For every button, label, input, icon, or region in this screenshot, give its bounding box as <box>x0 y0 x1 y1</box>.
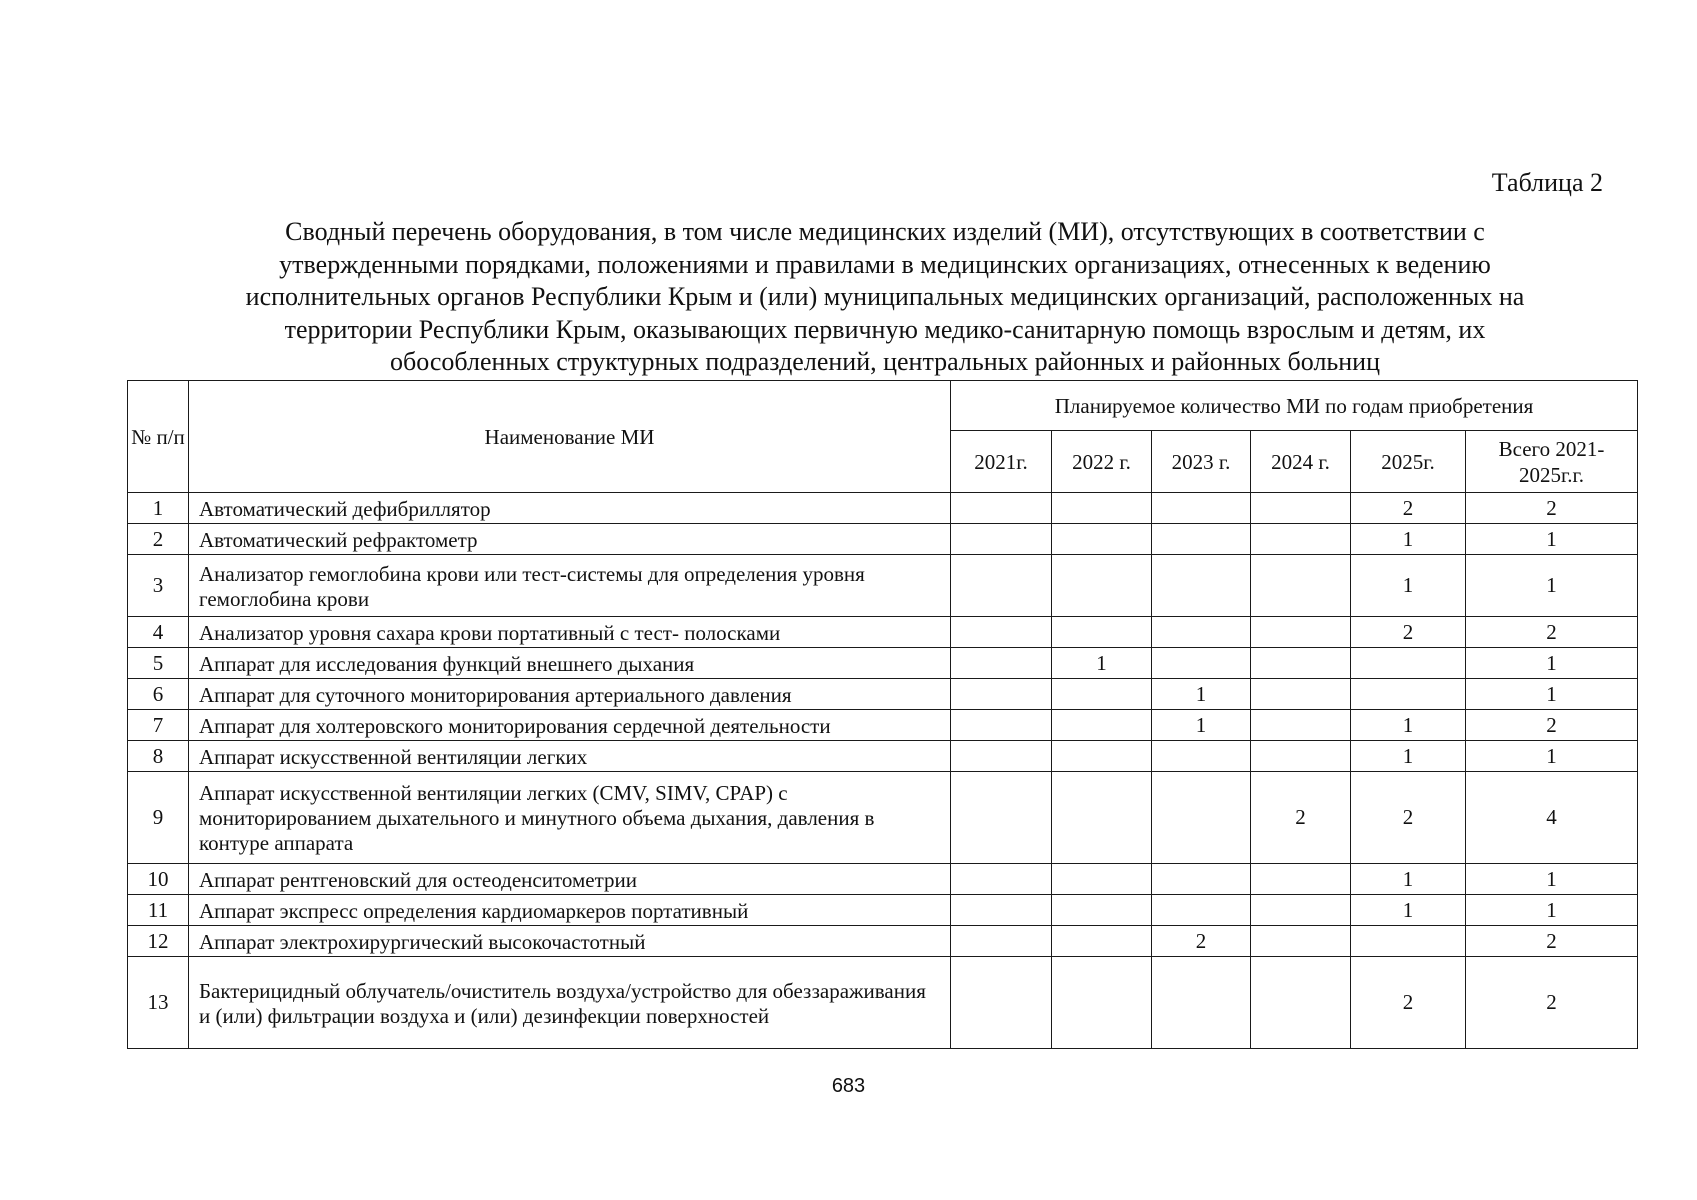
table-row <box>128 679 1638 710</box>
header-name: Наименование МИ <box>189 381 951 493</box>
row-year-value <box>951 957 1052 1049</box>
row-year-value <box>951 895 1052 926</box>
table-row <box>128 555 1638 617</box>
table-row <box>128 895 1638 926</box>
row-year-value <box>951 772 1052 864</box>
table-row <box>128 648 1638 679</box>
header-year-2025: 2025г. <box>1351 431 1466 493</box>
table-label: Таблица 2 <box>1491 168 1603 197</box>
title-line: исполнительных органов Республики Крым и (или) муниципальных медицинских организаций, расположенных на <box>245 282 1525 311</box>
row-year-value <box>951 524 1052 555</box>
row-year-value <box>1251 679 1351 710</box>
row-year-value: 1 <box>1351 895 1466 926</box>
row-total: 1 <box>1466 524 1638 555</box>
row-year-value <box>1052 864 1152 895</box>
row-year-value <box>1152 772 1251 864</box>
row-name: Анализатор уровня сахара крови портативный с тест- полосками <box>189 617 951 648</box>
header-year-2024: 2024 г. <box>1251 431 1351 493</box>
row-name: Автоматический рефрактометр <box>189 524 951 555</box>
row-number: 9 <box>128 772 189 864</box>
table-row <box>128 772 1638 864</box>
document-title <box>150 216 1620 379</box>
row-year-value <box>1052 524 1152 555</box>
row-year-value <box>1152 493 1251 524</box>
row-year-value <box>1152 895 1251 926</box>
row-name: Аппарат для исследования функций внешнего дыхания <box>189 648 951 679</box>
title-line: утвержденными порядками, положениями и правилами в медицинских организациях, отнесенных к ведению <box>279 249 1491 279</box>
row-year-value <box>951 648 1052 679</box>
row-year-value <box>1251 957 1351 1049</box>
row-year-value <box>1251 555 1351 617</box>
row-year-value <box>951 493 1052 524</box>
row-year-value: 1 <box>1152 679 1251 710</box>
table-body <box>128 493 1638 1049</box>
row-year-value <box>1351 679 1466 710</box>
row-name: Аппарат для холтеровского мониторирования сердечной деятельности <box>189 710 951 741</box>
row-total: 1 <box>1466 555 1638 617</box>
row-number: 2 <box>128 524 189 555</box>
row-year-value <box>951 741 1052 772</box>
row-year-value <box>1152 617 1251 648</box>
row-year-value <box>1251 617 1351 648</box>
row-year-value <box>951 710 1052 741</box>
row-number: 11 <box>128 895 189 926</box>
row-year-value <box>951 617 1052 648</box>
row-year-value <box>1251 710 1351 741</box>
row-year-value <box>1052 710 1152 741</box>
row-year-value: 1 <box>1351 710 1466 741</box>
row-year-value <box>1152 957 1251 1049</box>
row-year-value <box>1052 926 1152 957</box>
row-total: 1 <box>1466 895 1638 926</box>
row-year-value <box>1052 493 1152 524</box>
row-year-value <box>1052 741 1152 772</box>
title-line: обособленных структурных подразделений, центральных районных и районных больниц <box>389 347 1381 376</box>
row-name: Аппарат искусственной вентиляции легких <box>189 741 951 772</box>
row-year-value <box>1052 895 1152 926</box>
row-year-value <box>1251 864 1351 895</box>
title-line: Сводный перечень оборудования, в том числе медицинских изделий (МИ), отсутствующих в соответствии с <box>285 217 1485 246</box>
row-number: 13 <box>128 957 189 1049</box>
row-year-value: 2 <box>1351 617 1466 648</box>
row-total: 1 <box>1466 741 1638 772</box>
row-number: 6 <box>128 679 189 710</box>
row-number: 3 <box>128 555 189 617</box>
row-year-value <box>1251 926 1351 957</box>
row-total: 4 <box>1466 772 1638 864</box>
row-name: Аппарат электрохирургический высокочастотный <box>189 926 951 957</box>
table-row <box>128 957 1638 1049</box>
row-total: 1 <box>1466 864 1638 895</box>
row-year-value: 1 <box>1052 648 1152 679</box>
row-year-value: 2 <box>1351 957 1466 1049</box>
row-name: Аппарат рентгеновский для остеоденситометрии <box>189 864 951 895</box>
row-year-value <box>1251 493 1351 524</box>
row-number: 4 <box>128 617 189 648</box>
row-name: Аппарат для суточного мониторирования артериального давления <box>189 679 951 710</box>
row-total: 2 <box>1466 493 1638 524</box>
row-number: 1 <box>128 493 189 524</box>
row-year-value <box>1152 524 1251 555</box>
row-total: 1 <box>1466 679 1638 710</box>
row-year-value <box>1052 957 1152 1049</box>
row-year-value: 1 <box>1351 524 1466 555</box>
row-name: Анализатор гемоглобина крови или тест-системы для определения уровня гемоглобина крови <box>189 555 951 617</box>
row-year-value: 2 <box>1152 926 1251 957</box>
table-row <box>128 864 1638 895</box>
table-row <box>128 710 1638 741</box>
table-row <box>128 741 1638 772</box>
header-row <box>128 381 1638 431</box>
row-year-value <box>1052 555 1152 617</box>
table-row <box>128 926 1638 957</box>
row-number: 10 <box>128 864 189 895</box>
row-total: 2 <box>1466 710 1638 741</box>
row-year-value <box>1052 617 1152 648</box>
row-year-value <box>1052 679 1152 710</box>
row-name: Аппарат искусственной вентиляции легких (CMV, SIMV, CPAP) с мониторированием дыхательного и минутного объема дыхания, давления в контуре аппарата <box>189 772 951 864</box>
row-total: 2 <box>1466 926 1638 957</box>
equipment-table <box>127 380 1638 1049</box>
row-year-value <box>951 864 1052 895</box>
row-year-value: 1 <box>1351 555 1466 617</box>
row-total: 2 <box>1466 957 1638 1049</box>
table-row <box>128 493 1638 524</box>
row-number: 5 <box>128 648 189 679</box>
row-year-value <box>1251 648 1351 679</box>
row-year-value <box>1351 926 1466 957</box>
table-row <box>128 617 1638 648</box>
row-number: 7 <box>128 710 189 741</box>
row-year-value <box>1152 648 1251 679</box>
row-year-value: 2 <box>1251 772 1351 864</box>
row-year-value: 2 <box>1351 772 1466 864</box>
row-year-value <box>1251 895 1351 926</box>
row-year-value <box>1152 864 1251 895</box>
header-num: № п/п <box>128 381 189 493</box>
row-year-value <box>1052 772 1152 864</box>
table-row <box>128 524 1638 555</box>
row-year-value <box>951 555 1052 617</box>
title-line: территории Республики Крым, оказывающих первичную медико-санитарную помощь взрослым и детям, их <box>284 314 1486 344</box>
header-year-2021: 2021г. <box>951 431 1052 493</box>
row-total: 2 <box>1466 617 1638 648</box>
row-number: 12 <box>128 926 189 957</box>
header-group: Планируемое количество МИ по годам приобретения <box>951 381 1638 431</box>
row-number: 8 <box>128 741 189 772</box>
row-name: Аппарат экспресс определения кардиомаркеров портативный <box>189 895 951 926</box>
row-name: Автоматический дефибриллятор <box>189 493 951 524</box>
row-year-value <box>951 926 1052 957</box>
row-year-value <box>1251 524 1351 555</box>
header-year-2023: 2023 г. <box>1152 431 1251 493</box>
row-year-value: 1 <box>1152 710 1251 741</box>
row-year-value: 2 <box>1351 493 1466 524</box>
row-year-value: 1 <box>1351 741 1466 772</box>
row-year-value <box>1152 555 1251 617</box>
row-name: Бактерицидный облучатель/очиститель воздуха/устройство для обеззараживания и (или) фильтрации воздуха и (или) дезинфекции поверхностей <box>189 957 951 1049</box>
header-year-2022: 2022 г. <box>1052 431 1152 493</box>
row-year-value: 1 <box>1351 864 1466 895</box>
row-year-value <box>1351 648 1466 679</box>
header-total: Всего 2021-2025г.г. <box>1466 431 1638 493</box>
page-number: 683 <box>831 1075 866 1097</box>
row-year-value <box>1251 741 1351 772</box>
row-year-value <box>951 679 1052 710</box>
row-year-value <box>1152 741 1251 772</box>
row-total: 1 <box>1466 648 1638 679</box>
